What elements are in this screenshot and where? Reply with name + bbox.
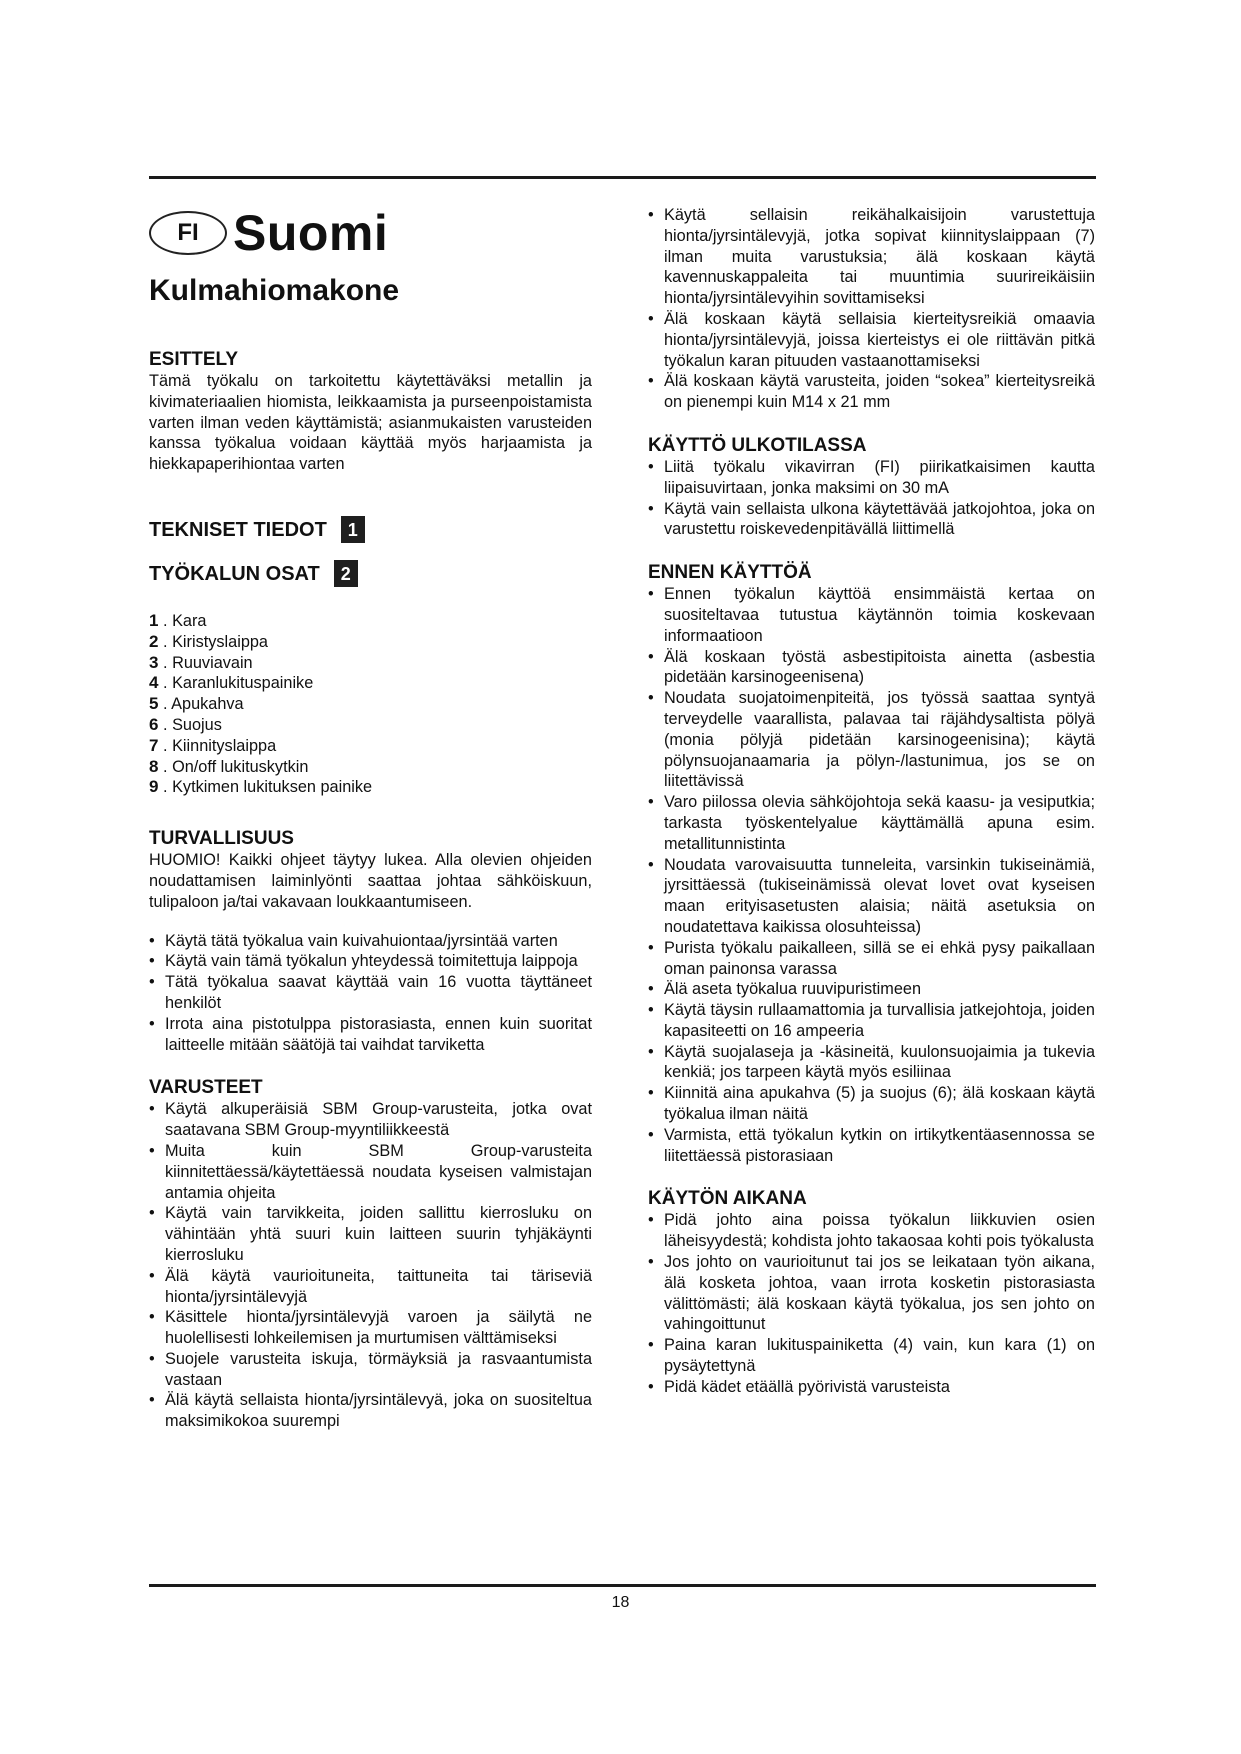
section-heading-osat	[149, 559, 592, 589]
list-item: • Älä käytä sellaista hionta/jyrsintälevyä, joka on suositeltua maksimikokoa suurempi	[149, 1390, 592, 1432]
language-code-badge: FI	[149, 211, 227, 255]
list-item: 4 . Karanlukituspainike	[149, 673, 314, 693]
section-heading-aikana: KÄYTÖN AIKANA	[648, 1188, 807, 1210]
figure-ref-box: 2	[334, 560, 358, 587]
esittely-text: Tämä työkalu on tarkoitettu käytettäväksi metallin ja kivimateriaalien hiomista, leikkaamista ja purseenpoistamista varten ilman veden käyttämistä; asianmukaisten varusteiden kanssa työkalua voidaan käyttää myös harjaamista ja hiekkapaperihiontaa varten	[149, 372, 592, 474]
list-item: 8 . On/off lukituskytkin	[149, 756, 309, 776]
part-number: 8	[149, 756, 159, 776]
turvallisuus-text: HUOMIO! Kaikki ohjeet täytyy lukea. Alla olevien ohjeiden noudattamisen laiminlyönti saattaa johtaa sähköiskuun, tulipaloon ja/tai vakavaan loukkaantumiseen.	[149, 851, 592, 911]
language-header	[149, 205, 592, 261]
top-rule	[149, 176, 1096, 179]
part-label: Kytkimen lukituksen painike	[172, 778, 373, 797]
list-item: • Käytä alkuperäisiä SBM Group-varusteita, jotka ovat saatavana SBM Group-myyntiliikkeestä	[149, 1099, 592, 1141]
turvallisuus-list	[149, 931, 592, 1056]
right-column	[648, 205, 1095, 1398]
varusteet-continued-list	[648, 205, 1095, 413]
section-heading-ennen: ENNEN KÄYTTÖÄ	[648, 562, 812, 584]
list-item: • Noudata suojatoimenpiteitä, jos työssä saattaa syntyä terveydelle vaarallista, palavaa tai räjähdysaltista pölyä (monia pölyjä pidetään karsinogeenisina); käytä pölynsuojanaamaria ja pölyn-/lastunimua, jos se on liitettävissä	[648, 688, 1095, 792]
product-title: Kulmahiomakone	[149, 274, 400, 307]
list-item: • Käytä täysin rullaamattomia ja turvallisia jatkejohtoja, joiden kapasiteetti on 16 ampeeria	[648, 1000, 1095, 1042]
osat-label: TYÖKALUN OSAT	[149, 562, 320, 585]
list-item: • Paina karan lukituspainiketta (4) vain, kun kara (1) on pysäytettynä	[648, 1335, 1095, 1377]
left-column	[149, 205, 592, 1432]
list-item: 1 . Kara	[149, 610, 207, 630]
part-number: 3	[149, 652, 159, 672]
list-item: • Älä aseta työkalua ruuvipuristimeen	[648, 979, 1095, 1000]
list-item: • Käytä tätä työkalua vain kuivahuiontaa/jyrsintää varten	[149, 931, 592, 952]
list-item: • Älä koskaan työstä asbestipitoista ainetta (asbestia pidetään karsinogeenisena)	[648, 647, 1095, 689]
part-label: Kiristyslaippa	[172, 632, 268, 651]
part-label: On/off lukituskytkin	[172, 757, 309, 776]
bottom-rule	[149, 1584, 1096, 1587]
list-item: • Ennen työkalun käyttöä ensimmäistä kertaa on suositeltavaa tutustua käytännön toimia koskevaan informaatioon	[648, 584, 1095, 646]
figure-ref-box: 1	[341, 516, 365, 543]
part-label: Kiinnityslaippa	[172, 736, 277, 755]
list-item: • Älä koskaan käytä varusteita, joiden “sokea” kierteitysreikä on pienempi kuin M14 x 21 mm	[648, 371, 1095, 413]
list-item: • Älä koskaan käytä sellaisia kierteitysreikiä omaavia hionta/jyrsintälevyjä, joissa kierteistys ei ole riittävän pitkä työkalun karan pituuden vastaanottamiseksi	[648, 309, 1095, 371]
list-item: • Muita kuin SBM Group-varusteita kiinnitettäessä/käytettäessä noudata kyseisen valmistajan antamia ohjeita	[149, 1141, 592, 1203]
list-item: • Käytä sellaisin reikähalkaisijoin varustettuja hionta/jyrsintälevyjä, jotka sopivat kiinnityslaippaan (7) ilman muita varustuksia; älä koskaan käytä kavennuskappaleita tai muuntimia suurireikäisiin hionta/jyrsintälevyihin sovittamiseksi	[648, 205, 1095, 309]
list-item: • Irrota aina pistotulppa pistorasiasta, ennen kuin suoritat laitteelle mitään säätöjä tai vaihdat tarviketta	[149, 1014, 592, 1056]
section-heading-turvallisuus: TURVALLISUUS	[149, 828, 294, 850]
section-heading-varusteet: VARUSTEET	[149, 1077, 263, 1099]
list-item: • Varo piilossa olevia sähköjohtoja sekä kaasu- ja vesiputkia; tarkasta työskentelyalue käyttämällä apuna esim. metallitunnistinta	[648, 792, 1095, 854]
list-item: • Purista työkalu paikalleen, sillä se ei ehkä pysy paikallaan oman painonsa varassa	[648, 938, 1095, 980]
tekniset-label: TEKNISET TIEDOT	[149, 518, 327, 541]
part-number: 7	[149, 735, 159, 755]
section-heading-ulkotilassa: KÄYTTÖ ULKOTILASSA	[648, 434, 867, 456]
list-item: • Käytä suojalaseja ja -käsineitä, kuulonsuojaimia ja tukevia kenkiä; jos tarpeen käytä myös esiliinaa	[648, 1042, 1095, 1084]
part-number: 4	[149, 673, 159, 693]
list-item: • Varmista, että työkalun kytkin on irtikytkentäasennossa se liitettäessä pistorasiaan	[648, 1125, 1095, 1167]
list-item: • Jos johto on vaurioitunut tai jos se leikataan työn aikana, älä kosketa johtoa, vaan irrota kosketin pistorasiasta välittömästi; älä koskaan käytä työkalua, jos sen johto on vahingoittunut	[648, 1252, 1095, 1335]
list-item: • Älä käytä vaurioituneita, taittuneita tai täriseviä hionta/jyrsintälevyjä	[149, 1266, 592, 1308]
part-number: 9	[149, 777, 159, 797]
section-heading-esittely: ESITTELY	[149, 349, 239, 370]
list-item: 6 . Suojus	[149, 714, 222, 734]
part-label: Apukahva	[171, 695, 244, 714]
part-number: 2	[149, 631, 159, 651]
list-item: • Pidä kädet etäällä pyörivistä varusteista	[648, 1377, 1095, 1398]
section-heading-tekniset	[149, 515, 592, 545]
list-item: 5 . Apukahva	[149, 694, 244, 714]
list-item: • Kiinnitä aina apukahva (5) ja suojus (6); älä koskaan käytä työkalua ilman näitä	[648, 1083, 1095, 1125]
list-item: • Käsittele hionta/jyrsintälevyjä varoen ja säilytä ne huolellisesti lohkeilemisen ja murtumisen välttämiseksi	[149, 1307, 592, 1349]
ulkotilassa-list	[648, 457, 1095, 540]
part-number: 6	[149, 714, 159, 734]
parts-list	[149, 611, 592, 798]
list-item: • Käytä vain sellaista ulkona käytettävää jatkojohtoa, joka on varustettu roiskevedenpitävällä liittimellä	[648, 499, 1095, 541]
varusteet-list	[149, 1099, 592, 1432]
list-item: • Pidä johto aina poissa työkalun liikkuvien osien läheisyydestä; kohdista johto takaosaa kohti pois työkalusta	[648, 1210, 1095, 1252]
aikana-list	[648, 1210, 1095, 1397]
list-item: • Käytä vain tämä työkalun yhteydessä toimitettuja laippoja	[149, 951, 592, 972]
list-item: 7 . Kiinnityslaippa	[149, 735, 277, 755]
part-label: Ruuviavain	[172, 653, 253, 672]
page-number: 18	[611, 1594, 630, 1611]
list-item: 2 . Kiristyslaippa	[149, 631, 268, 651]
ennen-list	[648, 584, 1095, 1166]
list-item: • Suojele varusteita iskuja, törmäyksiä ja rasvaantumista vastaan	[149, 1349, 592, 1391]
part-label: Karanlukituspainike	[172, 674, 314, 693]
list-item: • Tätä työkalua saavat käyttää vain 16 vuotta täyttäneet henkilöt	[149, 972, 592, 1014]
list-item: • Käytä vain tarvikkeita, joiden sallittu kierrosluku on vähintään yhtä suuri kuin laitteen suurin tyhjäkäynti kierrosluku	[149, 1203, 592, 1265]
part-number: 5	[149, 694, 159, 714]
language-title: Suomi	[233, 204, 389, 261]
list-item: • Noudata varovaisuutta tunneleita, varsinkin tukiseinämiä, jyrsittäessä (tukiseinämissä olevat lovet ovat kyseisen maan erityisasetusten alaisia; näitä asetuksia on noudatettava kaikissa olosuhteissa)	[648, 855, 1095, 938]
list-item: 9 . Kytkimen lukituksen painike	[149, 777, 373, 797]
list-item: 3 . Ruuviavain	[149, 652, 253, 672]
list-item: • Liitä työkalu vikavirran (FI) piirikatkaisimen kautta liipaisuvirtaan, jonka maksimi on 30 mA	[648, 457, 1095, 499]
part-label: Suojus	[172, 715, 222, 734]
part-label: Kara	[172, 611, 207, 630]
part-number: 1	[149, 610, 159, 630]
